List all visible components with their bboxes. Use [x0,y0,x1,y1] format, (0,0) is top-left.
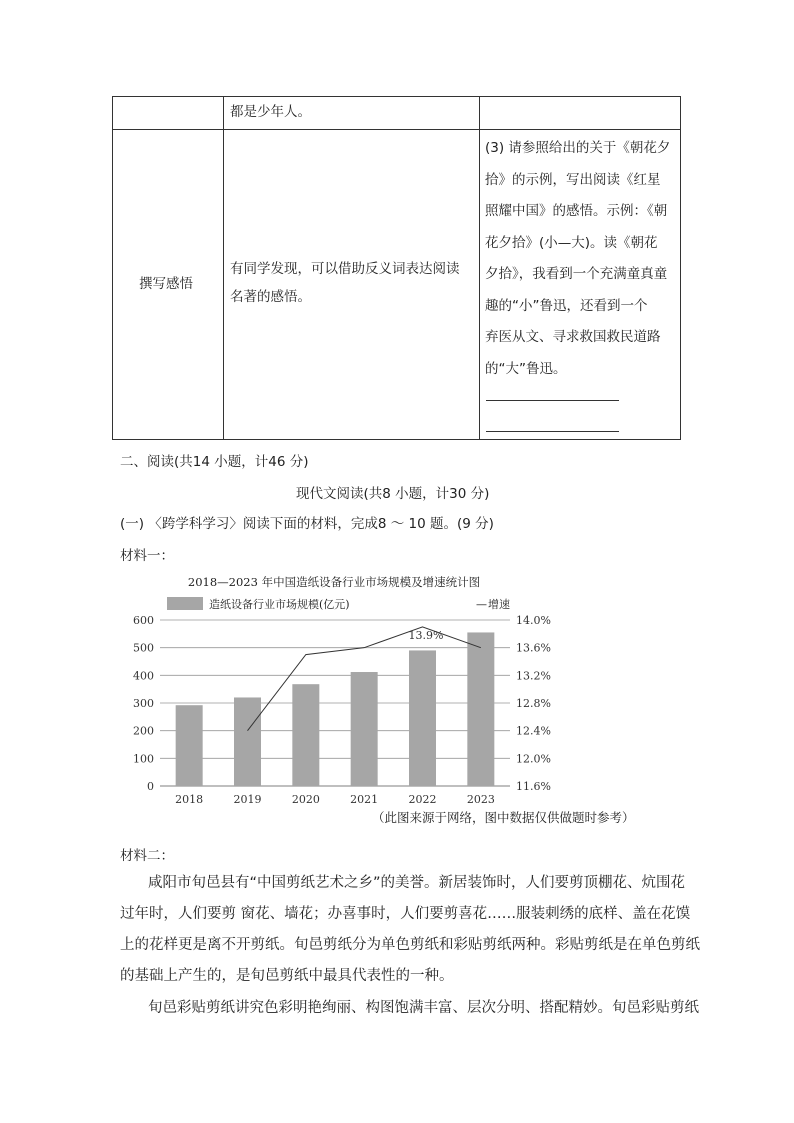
right-line: (3) 请参照给出的关于《朝花夕 [485,140,671,156]
row2-middle-text [230,255,460,311]
bar-2022 [409,650,436,786]
growth-peak-annotation: 13.9% [408,628,444,642]
right-line: 弃医从文、寻求救国救民道路 [485,329,661,345]
section-heading: 二、阅读(共14 小题，计46 分) [120,454,309,470]
middle-line: 有同学发现，可以借助反义词表达阅读 [230,261,460,277]
legend-bar-swatch [167,597,203,610]
material2-para1-line: 上的花样更是离不开剪纸。旬邑剪纸分为单色剪纸和彩贴剪纸两种。彩贴剪纸是在单色剪纸 [120,937,700,953]
x-tick-label: 2023 [466,793,495,806]
x-tick-label: 2022 [408,793,437,806]
y-right-tick-label: 11.6% [516,780,551,793]
table-border-top [112,96,681,97]
bar-2023 [467,632,494,786]
material2-para1-line: 过年时，人们要剪 窗花、墙花；办喜事时，人们要剪喜花……服装刺绣的底样、盖在花馍 [120,906,691,922]
answer-blank-line-1[interactable] [486,400,619,401]
y-right-tick-label: 12.8% [516,697,551,710]
row2-label: 撰写感悟 [139,276,193,292]
table-border-right [680,96,681,440]
table-col-divider-1 [223,96,224,440]
legend-line-dash: — [476,598,487,611]
legend-bar-label: 造纸设备行业市场规模(亿元) [209,598,350,611]
right-line: 的“大”鲁迅。 [485,360,567,377]
y-right-tick-label: 12.0% [516,752,551,766]
y-left-tick-label: 500 [133,641,154,655]
y-right-tick-label: 13.6% [516,641,551,655]
y-right-tick-label: 14.0% [516,614,551,627]
subsection-heading: 现代文阅读(共8 小题，计30 分) [296,486,490,502]
bar-2019 [234,697,261,786]
x-tick-label: 2021 [350,793,379,806]
y-right-tick-label: 12.4% [516,724,551,738]
legend-line-label: 增速 [488,598,510,611]
right-line: 拾》的示例，写出阅读《红星 [485,171,661,188]
answer-blank-line-2[interactable] [486,431,619,432]
material2-label: 材料二： [120,848,174,864]
y-left-tick-label: 100 [133,752,154,766]
material2-para2-line: 旬邑彩贴剪纸讲究色彩明艳绚丽、构图饱满丰富、层次分明、搭配精妙。旬邑彩贴剪纸 [148,1000,699,1016]
right-line: 花夕拾》(小—大)。读《朝花 [485,234,658,251]
bar-2021 [351,672,378,786]
question-table [112,96,681,440]
right-line: 趣的“小”鲁迅，还看到一个 [485,297,648,314]
y-right-tick-label: 13.2% [516,669,551,683]
table-border-left [112,96,113,440]
bar-2018 [176,705,203,786]
y-left-tick-label: 200 [133,724,154,738]
market-size-chart [110,568,570,806]
part-heading: (一) 〈跨学科学习〉阅读下面的材料，完成8 ～ 10 题。(9 分) [120,516,494,532]
right-line: 夕拾》，我看到一个充满童真童 [485,266,668,282]
bar-2020 [292,684,319,786]
chart-title: 2018—2023 年中国造纸设备行业市场规模及增速统计图 [187,575,481,589]
right-line: 照耀中国》的感悟。示例：《朝 [485,203,668,219]
y-left-tick-label: 300 [133,697,154,710]
table-row-divider [112,129,681,130]
x-tick-label: 2020 [291,793,320,806]
y-left-tick-label: 400 [133,669,154,683]
material1-label: 材料一： [120,548,174,564]
x-tick-label: 2018 [175,793,204,806]
chart-source-note: （此图来源于网络，图中数据仅供做题时参考） [372,810,635,825]
y-left-tick-label: 600 [133,614,154,627]
row2-right-text [485,133,670,385]
row1-middle-text: 都是少年人。 [230,104,311,120]
chart-bars [176,632,495,786]
table-col-divider-2 [479,96,480,440]
x-tick-label: 2019 [233,793,262,806]
material2-para1-line: 咸阳市旬邑县有“中国剪纸艺术之乡”的美誉。新居装饰时，人们要剪顶棚花、炕围花 [148,875,686,891]
chart-grid [160,620,510,786]
y-left-tick-label: 0 [147,780,154,793]
middle-line: 名著的感悟。 [230,289,311,305]
table-border-bottom [112,439,681,440]
material2-para1-line: 的基础上产生的，是旬邑剪纸中最具代表性的一种。 [120,968,454,984]
